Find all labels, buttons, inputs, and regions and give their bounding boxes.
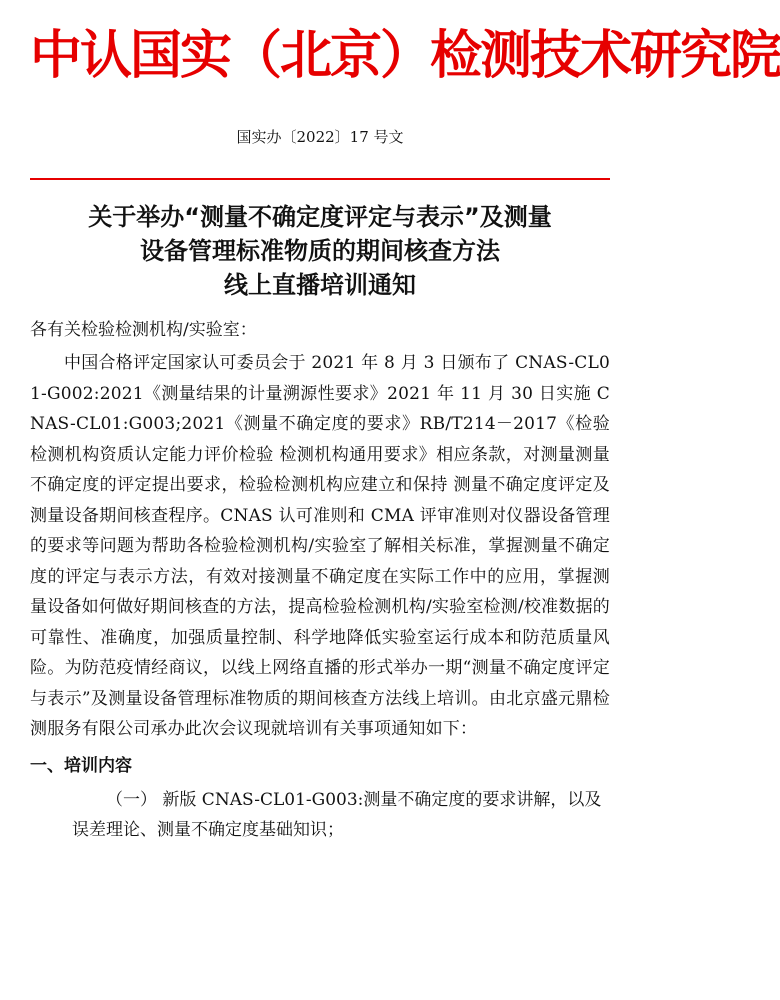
- notice-title-line-1: 关于举办“测量不确定度评定与表示”及测量: [88, 203, 552, 231]
- letterhead-org-name: 中认国实（北京）检测技术研究院: [30, 26, 780, 86]
- salutation: 各有关检验检测机构/实验室：: [30, 320, 257, 340]
- document-number: 国实办〔2022〕17 号文: [236, 128, 404, 146]
- list-item-1: （一） 新版 CNAS-CL01-G003:测量不确定度的要求讲解，以及误差理论、测量不确定度基础知识；: [72, 789, 602, 840]
- notice-title-line-2: 设备管理标准物质的期间核查方法: [140, 237, 500, 265]
- section-heading-training-content: 一、培训内容: [30, 755, 132, 776]
- notice-title-line-3: 线上直播培训通知: [224, 271, 416, 299]
- letterhead-divider: [30, 178, 610, 180]
- notice-title: [30, 200, 610, 302]
- body-paragraph: 中国合格评定国家认可委员会于 2021 年 8 月 3 日颁布了 CNAS-CL01-G002:2021《测量结果的计量溯源性要求》2021 年 11 月 30 日实施 CNAS-CL01:G003;2021《测量不确定度的要求》RB/T214－2017《检验检测机构资质认定能力评价检验 检测机构通用要求》相应条款，对测量测量不确定度的评定提出要求，检验检测机构应建立和保持 测量不确定度评定及测量设备期间核查程序。CNAS 认可准则和 CMA 评审准则对仪器设备管理的要求等问题为帮助各检验检测机构/实验室了解相关标准，掌握测量不确定度的评定与表示方法，有效对接测量不确定度在实际工作中的应用，掌握测量设备如何做好期间核查的方法，提高检验检测机构/实验室检测/校准数据的可靠性、准确度，加强质量控制、科学地降低实验室运行成本和防范质量风险。为防范疫情经商议，以线上网络直播的形式举办一期“测量不确定度评定与表示”及测量设备管理标准物质的期间核查方法线上培训。由北京盛元鼎检测服务有限公司承办此次会议现就培训有关事项通知如下：: [30, 353, 610, 739]
